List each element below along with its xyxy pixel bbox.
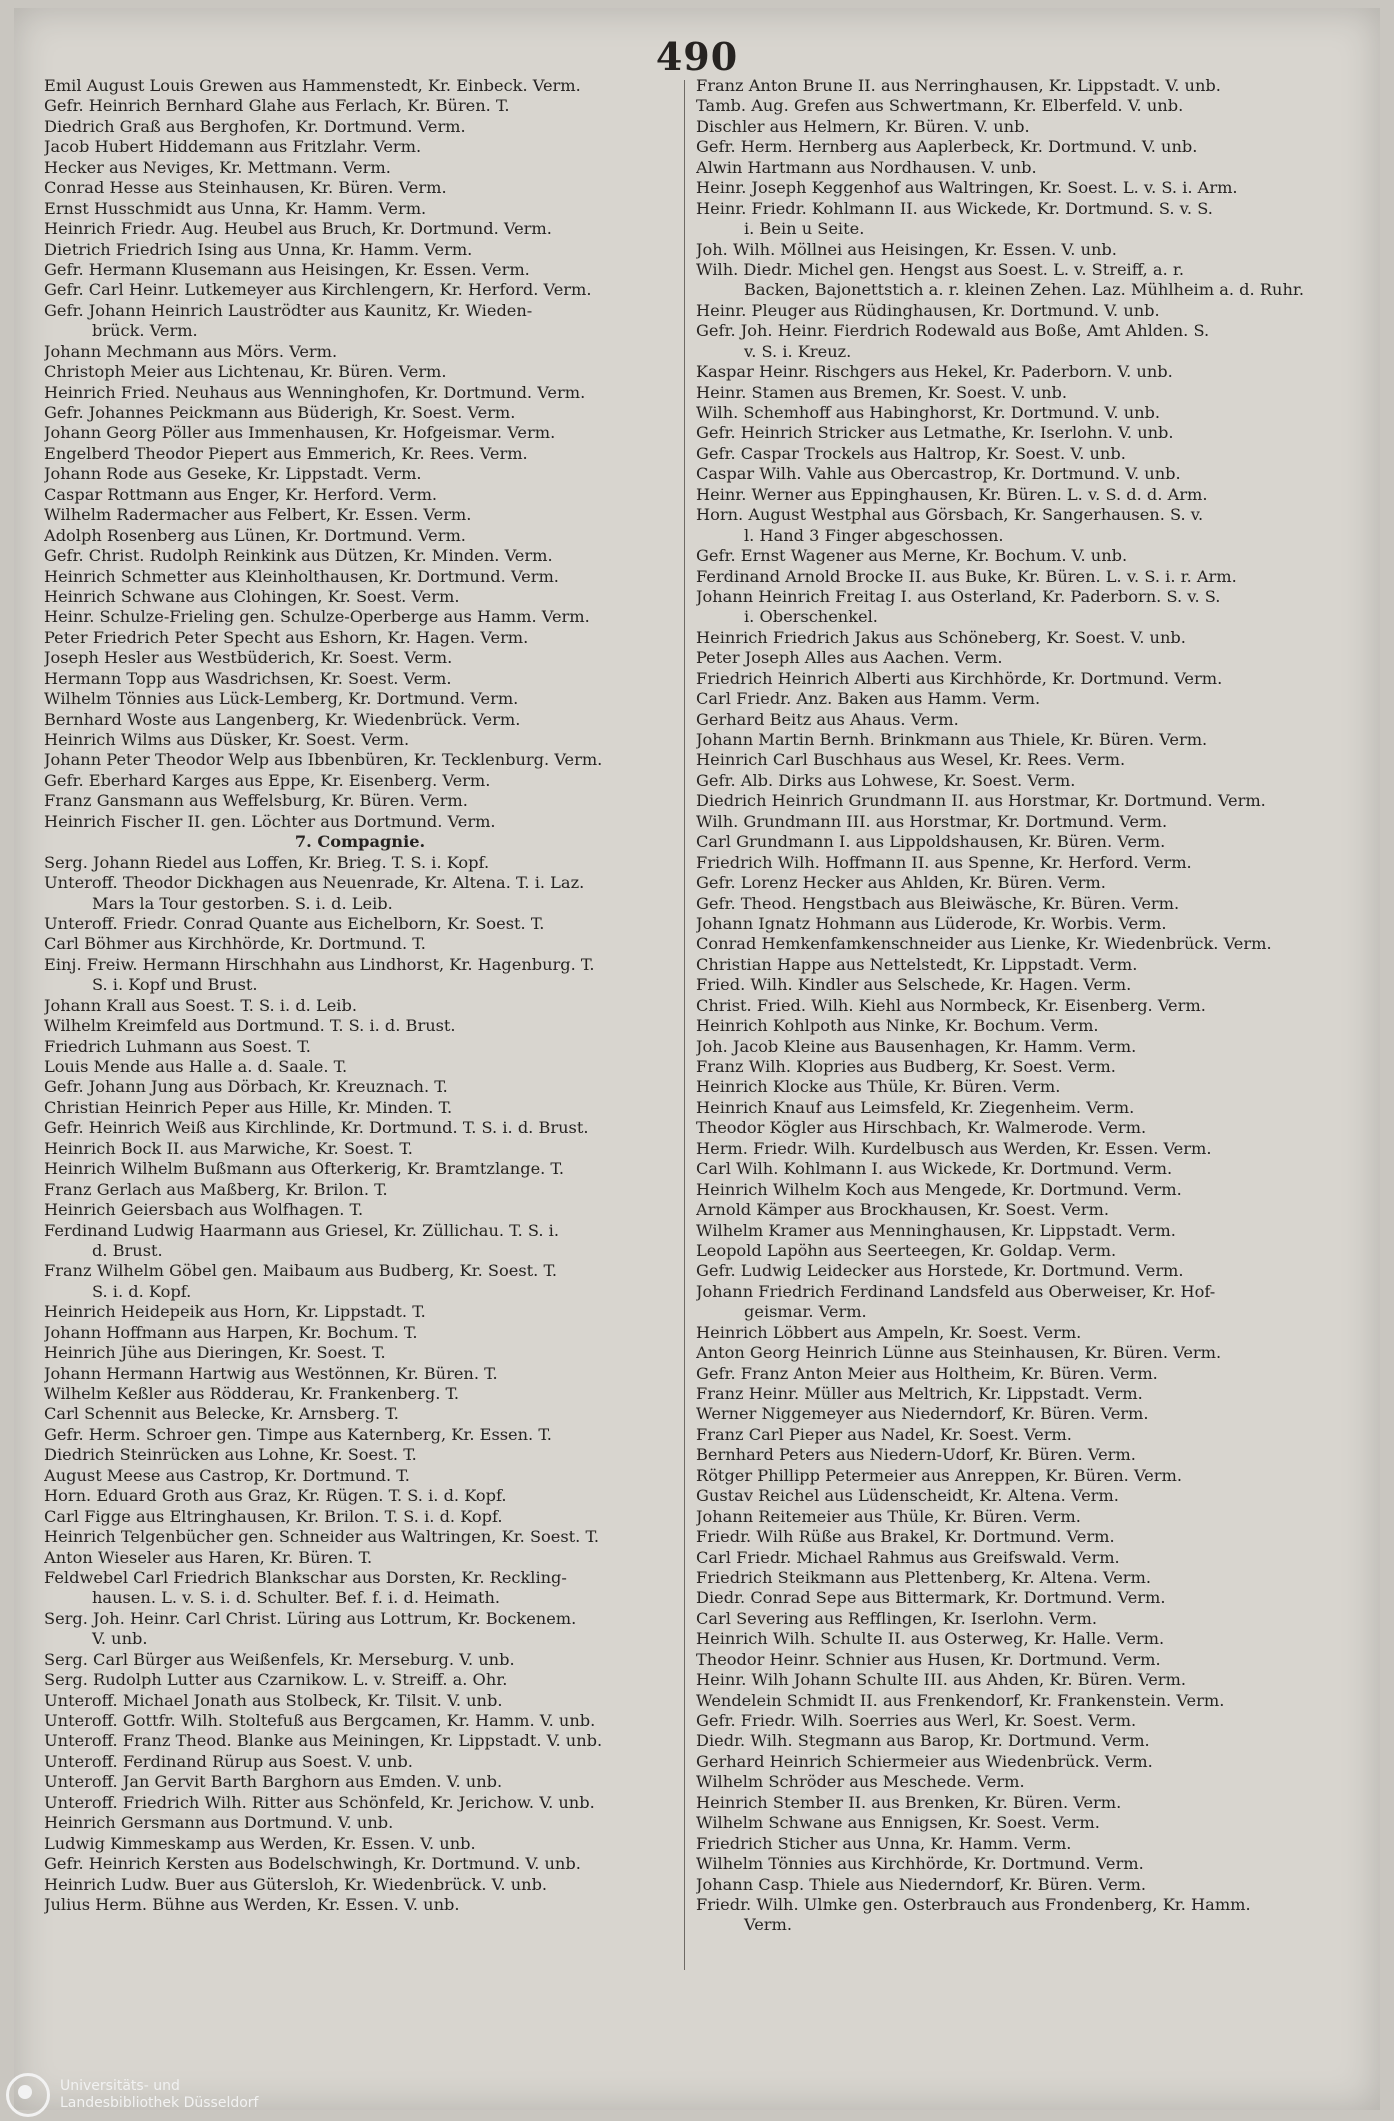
casualty-entry-line: Heinrich Löbbert aus Ampeln, Kr. Soest. Verm.	[696, 1322, 1082, 1342]
casualty-entry-line: Wilh. Diedr. Michel gen. Hengst aus Soest. L. v. Streiff, a. r.	[696, 259, 1184, 279]
casualty-entry-line: Gerhard Heinrich Schiermeier aus Wiedenbrück. Verm.	[696, 1751, 1153, 1771]
casualty-entry-line: Unteroff. Michael Jonath aus Stolbeck, Kr. Tilsit. V. unb.	[44, 1690, 503, 1710]
casualty-entry-line: Arnold Kämper aus Brockhausen, Kr. Soest. Verm.	[696, 1200, 1109, 1220]
casualty-entry-line: Leopold Lapöhn aus Seerteegen, Kr. Goldap. Verm.	[696, 1240, 1117, 1260]
casualty-entry-line: Franz Anton Brune II. aus Nerringhausen, Kr. Lippstadt. V. unb.	[696, 76, 1221, 95]
casualty-entry-line: Friedrich Luhmann aus Soest. T.	[44, 1036, 311, 1056]
casualty-entry-line: hausen. L. v. S. i. d. Schulter. Bef. f. i. d. Heimath.	[92, 1588, 501, 1608]
casualty-entry-line: Gefr. Alb. Dirks aus Lohwese, Kr. Soest. Verm.	[696, 770, 1076, 790]
casualty-entry-line: Wilhelm Radermacher aus Felbert, Kr. Essen. Verm.	[44, 505, 472, 525]
casualty-entry-line: Joh. Wilh. Möllnei aus Heisingen, Kr. Essen. V. unb.	[696, 239, 1117, 259]
casualty-entry-line: Unteroff. Ferdinand Rürup aus Soest. V. unb.	[44, 1751, 413, 1771]
casualty-entry-line: Hecker aus Neviges, Kr. Mettmann. Verm.	[44, 157, 391, 177]
library-watermark	[6, 2073, 258, 2117]
casualty-entry-line: l. Hand 3 Finger abgeschossen.	[744, 525, 1004, 545]
casualty-entry-line: Dietrich Friedrich Ising aus Unna, Kr. Hamm. Verm.	[44, 239, 473, 259]
casualty-entry-line: Adolph Rosenberg aus Lünen, Kr. Dortmund. Verm.	[44, 525, 466, 545]
casualty-entry-line: Franz Heinr. Müller aus Meltrich, Kr. Lippstadt. Verm.	[696, 1384, 1143, 1403]
casualty-entry-line: Diedrich Heinrich Grundmann II. aus Horstmar, Kr. Dortmund. Verm.	[696, 791, 1266, 811]
casualty-entry-line: Backen, Bajonettstich a. r. kleinen Zehen. Laz. Mühlheim a. d. Ruhr.	[744, 280, 1304, 300]
casualty-entry-line: Gefr. Christ. Rudolph Reinkink aus Dützen, Kr. Minden. Verm.	[44, 546, 553, 566]
casualty-entry-line: V. unb.	[92, 1629, 148, 1649]
casualty-entry-line: Carl Grundmann I. aus Lippoldshausen, Kr. Büren. Verm.	[696, 832, 1166, 852]
casualty-entry-line: S. i. Kopf und Brust.	[92, 975, 258, 995]
casualty-entry-line: Heinrich Fischer II. gen. Löchter aus Dortmund. Verm.	[44, 811, 496, 831]
casualty-entry-line: Carl Schennit aus Belecke, Kr. Arnsberg. T.	[44, 1404, 399, 1424]
casualty-entry-line: Gefr. Eberhard Karges aus Eppe, Kr. Eisenberg. Verm.	[44, 770, 491, 790]
casualty-entry-line: Wendelein Schmidt II. aus Frenkendorf, Kr. Frankenstein. Verm.	[696, 1690, 1225, 1710]
casualty-entry-line: Kaspar Heinr. Rischgers aus Hekel, Kr. Paderborn. V. unb.	[696, 362, 1173, 382]
casualty-entry-line: Julius Herm. Bühne aus Werden, Kr. Essen. V. unb.	[44, 1894, 460, 1914]
casualty-entry-line: Unteroff. Gottfr. Wilh. Stoltefuß aus Bergcamen, Kr. Hamm. V. unb.	[44, 1711, 596, 1730]
casualty-entry-line: Wilhelm Schwane aus Ennigsen, Kr. Soest. Verm.	[696, 1813, 1100, 1833]
casualty-entry-line: Heinrich Telgenbücher gen. Schneider aus Waltringen, Kr. Soest. T.	[44, 1527, 600, 1547]
casualty-entry-line: Theodor Kögler aus Hirschbach, Kr. Walmerode. Verm.	[696, 1118, 1147, 1138]
casualty-entry-line: Ernst Husschmidt aus Unna, Kr. Hamm. Verm.	[44, 198, 427, 218]
casualty-entry-line: Johann Hoffmann aus Harpen, Kr. Bochum. T.	[44, 1322, 418, 1342]
casualty-entry-line: Heinrich Schmetter aus Kleinholthausen, Kr. Dortmund. Verm.	[44, 566, 559, 586]
casualty-entry-line: Anton Georg Heinrich Lünne aus Steinhausen, Kr. Büren. Verm.	[696, 1343, 1222, 1363]
casualty-entry-line: Heinr. Friedr. Kohlmann II. aus Wickede, Kr. Dortmund. S. v. S.	[696, 198, 1213, 218]
casualty-entry-line: Horn. August Westphal aus Görsbach, Kr. Sangerhausen. S. v.	[696, 505, 1204, 525]
casualty-entry-line: Tamb. Aug. Grefen aus Schwertmann, Kr. Elberfeld. V. unb.	[696, 96, 1184, 116]
casualty-entry-line: Unteroff. Friedr. Conrad Quante aus Eichelborn, Kr. Soest. T.	[44, 913, 545, 933]
casualty-entry-line: Gefr. Heinrich Kersten aus Bodelschwingh, Kr. Dortmund. V. unb.	[44, 1854, 581, 1874]
casualty-entry-line: Gefr. Herm. Hernberg aus Aaplerbeck, Kr. Dortmund. V. unb.	[696, 137, 1198, 157]
casualty-entry-line: Heinr. Stamen aus Bremen, Kr. Soest. V. unb.	[696, 382, 1068, 402]
casualty-entry-line: i. Bein u Seite.	[744, 219, 865, 239]
casualty-entry-line: Wilh. Schemhoff aus Habinghorst, Kr. Dortmund. V. unb.	[696, 403, 1161, 422]
casualty-entry-line: Franz Wilhelm Göbel gen. Maibaum aus Budberg, Kr. Soest. T.	[44, 1261, 558, 1281]
newspaper-page	[14, 8, 1380, 2110]
casualty-entry-line: Gefr. Heinrich Bernhard Glahe aus Ferlach, Kr. Büren. T.	[44, 96, 510, 116]
casualty-entry-line: Gefr. Heinrich Stricker aus Letmathe, Kr. Iserlohn. V. unb.	[696, 423, 1174, 443]
casualty-entry-line: Heinrich Bock II. aus Marwiche, Kr. Soest. T.	[44, 1138, 413, 1158]
casualty-entry-line: Unteroff. Franz Theod. Blanke aus Meiningen, Kr. Lippstadt. V. unb.	[44, 1731, 603, 1751]
casualty-entry-line: Carl Wilh. Kohlmann I. aus Wickede, Kr. Dortmund. Verm.	[696, 1159, 1173, 1179]
casualty-entry-line: Carl Figge aus Eltringhausen, Kr. Brilon. T. S. i. d. Kopf.	[44, 1506, 503, 1526]
column-divider	[684, 80, 685, 1970]
casualty-entry-line: Gefr. Theod. Hengstbach aus Bleiwäsche, Kr. Büren. Verm.	[696, 893, 1180, 913]
casualty-entry-line: Heinr. Joseph Keggenhof aus Waltringen, Kr. Soest. L. v. S. i. Arm.	[696, 178, 1238, 198]
watermark-line-2: Landesbibliothek Düsseldorf	[60, 2095, 259, 2111]
casualty-entry-line: Christoph Meier aus Lichtenau, Kr. Büren. Verm.	[44, 362, 447, 382]
casualty-entry-line: Fried. Wilh. Kindler aus Selschede, Kr. Hagen. Verm.	[696, 975, 1132, 995]
casualty-entry-line: Ferdinand Arnold Brocke II. aus Buke, Kr. Büren. L. v. S. i. r. Arm.	[696, 566, 1237, 586]
casualty-entry-line: Heinrich Wilhelm Koch aus Mengede, Kr. Dortmund. Verm.	[696, 1179, 1182, 1199]
casualty-entry-line: Wilhelm Keßler aus Rödderau, Kr. Frankenberg. T.	[44, 1384, 460, 1403]
casualty-entry-line: Johann Georg Pöller aus Immenhausen, Kr. Hofgeismar. Verm.	[44, 423, 556, 443]
casualty-entry-line: Johann Krall aus Soest. T. S. i. d. Leib.	[44, 995, 357, 1015]
casualty-entry-line: Christian Heinrich Peper aus Hille, Kr. Minden. T.	[44, 1097, 453, 1117]
casualty-entry-line: Heinrich Gersmann aus Dortmund. V. unb.	[44, 1813, 394, 1833]
casualty-entry-line: Diedrich Steinrücken aus Lohne, Kr. Soest. T.	[44, 1445, 417, 1465]
casualty-entry-line: Gustav Reichel aus Lüdenscheidt, Kr. Altena. Verm.	[696, 1486, 1119, 1506]
casualty-entry-line: Serg. Carl Bürger aus Weißenfels, Kr. Merseburg. V. unb.	[44, 1649, 515, 1669]
casualty-entry-line: Emil August Louis Grewen aus Hammenstedt, Kr. Einbeck. Verm.	[44, 76, 581, 95]
page-number: 490	[655, 34, 739, 79]
casualty-entry-line: Johann Heinrich Freitag I. aus Osterland, Kr. Paderborn. S. v. S.	[696, 586, 1221, 606]
watermark-line-1: Universitäts- und	[60, 2078, 180, 2094]
casualty-entry-line: Gefr. Caspar Trockels aus Haltrop, Kr. Soest. V. unb.	[696, 443, 1126, 463]
casualty-entry-line: Carl Friedr. Michael Rahmus aus Greifswald. Verm.	[696, 1547, 1120, 1567]
casualty-entry-line: Caspar Rottmann aus Enger, Kr. Herford. Verm.	[44, 484, 438, 504]
casualty-entry-line: Johann Friedrich Ferdinand Landsfeld aus Oberweiser, Kr. Hof-	[696, 1281, 1216, 1301]
casualty-entry-line: Jacob Hubert Hiddemann aus Fritzlahr. Verm.	[44, 137, 422, 157]
casualty-entry-line: Caspar Wilh. Vahle aus Obercastrop, Kr. Dortmund. V. unb.	[696, 464, 1181, 484]
casualty-entry-line: Heinrich Heidepeik aus Horn, Kr. Lippstadt. T.	[44, 1302, 426, 1322]
casualty-entry-line: Heinr. Werner aus Eppinghausen, Kr. Büren. L. v. S. d. d. Arm.	[696, 484, 1208, 504]
casualty-entry-line: Unteroff. Friedrich Wilh. Ritter aus Schönfeld, Kr. Jerichow. V. unb.	[44, 1792, 595, 1812]
casualty-entry-line: Franz Carl Pieper aus Nadel, Kr. Soest. Verm.	[696, 1424, 1072, 1444]
casualty-entry-line: Gefr. Hermann Klusemann aus Heisingen, Kr. Essen. Verm.	[44, 259, 530, 279]
casualty-entry-line: Heinrich Stember II. aus Brenken, Kr. Büren. Verm.	[696, 1792, 1122, 1812]
casualty-entry-line: Engelberd Theodor Piepert aus Emmerich, Kr. Rees. Verm.	[44, 443, 528, 463]
right-column	[696, 76, 1328, 1936]
casualty-entry-line: Werner Niggemeyer aus Niederndorf, Kr. Büren. Verm.	[696, 1404, 1149, 1424]
casualty-entry-line: Heinrich Ludw. Buer aus Gütersloh, Kr. Wiedenbrück. V. unb.	[44, 1874, 548, 1894]
casualty-entry-line: Heinrich Wilms aus Düsker, Kr. Soest. Verm.	[44, 730, 410, 749]
casualty-entry-line: Wilhelm Schröder aus Meschede. Verm.	[696, 1772, 1025, 1792]
casualty-entry-line: Heinrich Friedrich Jakus aus Schöneberg, Kr. Soest. V. unb.	[696, 627, 1186, 647]
casualty-entry-line: Serg. Johann Riedel aus Loffen, Kr. Brieg. T. S. i. Kopf.	[44, 852, 490, 872]
casualty-entry-line: Einj. Freiw. Hermann Hirschhahn aus Lindhorst, Kr. Hagenburg. T.	[44, 954, 595, 974]
casualty-entry-line: Peter Friedrich Peter Specht aus Eshorn, Kr. Hagen. Verm.	[44, 627, 529, 647]
casualty-entry-line: Ferdinand Ludwig Haarmann aus Griesel, Kr. Züllichau. T. S. i.	[44, 1220, 559, 1240]
casualty-entry-line: Gerhard Beitz aus Ahaus. Verm.	[696, 709, 959, 729]
casualty-entry-line: Christian Happe aus Nettelstedt, Kr. Lippstadt. Verm.	[696, 954, 1138, 974]
casualty-entry-line: Rötger Phillipp Petermeier aus Anreppen, Kr. Büren. Verm.	[696, 1465, 1182, 1485]
casualty-entry-line: Carl Böhmer aus Kirchhörde, Kr. Dortmund. T.	[44, 934, 426, 954]
casualty-entry-line: Louis Mende aus Halle a. d. Saale. T.	[44, 1057, 348, 1076]
casualty-entry-line: Gefr. Johann Jung aus Dörbach, Kr. Kreuznach. T.	[44, 1077, 448, 1097]
casualty-entry-line: Gefr. Franz Anton Meier aus Holtheim, Kr. Büren. Verm.	[696, 1363, 1158, 1383]
casualty-entry-line: Gefr. Friedr. Wilh. Soerries aus Werl, Kr. Soest. Verm.	[696, 1711, 1137, 1730]
casualty-entry-line: Christ. Fried. Wilh. Kiehl aus Normbeck, Kr. Eisenberg. Verm.	[696, 995, 1206, 1015]
casualty-entry-line: Verm.	[744, 1915, 793, 1935]
casualty-entry-line: Heinr. Pleuger aus Rüdinghausen, Kr. Dortmund. V. unb.	[696, 300, 1160, 320]
casualty-entry-line: v. S. i. Kreuz.	[744, 341, 852, 361]
casualty-entry-line: Peter Joseph Alles aus Aachen. Verm.	[696, 648, 1003, 668]
casualty-entry-line: Friedrich Sticher aus Unna, Kr. Hamm. Verm.	[696, 1833, 1072, 1853]
casualty-entry-line: brück. Verm.	[92, 321, 198, 341]
casualty-entry-line: Gefr. Carl Heinr. Lutkemeyer aus Kirchlengern, Kr. Herford. Verm.	[44, 280, 592, 300]
casualty-entry-line: Friedr. Wilh Rüße aus Brakel, Kr. Dortmund. Verm.	[696, 1527, 1115, 1547]
casualty-entry-line: Heinrich Jühe aus Dieringen, Kr. Soest. T.	[44, 1343, 386, 1363]
casualty-entry-line: Unteroff. Theodor Dickhagen aus Neuenrade, Kr. Altena. T. i. Laz.	[44, 873, 585, 893]
casualty-entry-line: Johann Martin Bernh. Brinkmann aus Thiele, Kr. Büren. Verm.	[696, 730, 1208, 749]
casualty-entry-line: Carl Friedr. Anz. Baken aus Hamm. Verm.	[696, 689, 1041, 709]
casualty-entry-line: Alwin Hartmann aus Nordhausen. V. unb.	[696, 157, 1037, 177]
casualty-entry-line: Friedrich Wilh. Hoffmann II. aus Spenne, Kr. Herford. Verm.	[696, 852, 1192, 872]
casualty-entry-line: Johann Reitemeier aus Thüle, Kr. Büren. Verm.	[696, 1506, 1081, 1526]
casualty-entry-line: Wilhelm Kramer aus Menninghausen, Kr. Lippstadt. Verm.	[696, 1220, 1176, 1240]
casualty-entry-line: Franz Wilh. Klopries aus Budberg, Kr. Soest. Verm.	[696, 1057, 1116, 1076]
casualty-entry-line: Heinrich Geiersbach aus Wolfhagen. T.	[44, 1200, 364, 1220]
casualty-entry-line: Joseph Hesler aus Westbüderich, Kr. Soest. Verm.	[44, 648, 453, 668]
casualty-entry-line: Joh. Jacob Kleine aus Bausenhagen, Kr. Hamm. Verm.	[696, 1036, 1137, 1056]
casualty-entry-line: Wilhelm Kreimfeld aus Dortmund. T. S. i. d. Brust.	[44, 1016, 456, 1036]
casualty-entry-line: Friedrich Steikmann aus Plettenberg, Kr. Altena. Verm.	[696, 1567, 1152, 1587]
casualty-entry-line: Gefr. Ernst Wagener aus Merne, Kr. Bochum. V. unb.	[696, 546, 1128, 566]
casualty-entry-line: Ludwig Kimmeskamp aus Werden, Kr. Essen. V. unb.	[44, 1833, 476, 1853]
casualty-entry-line: Heinrich Schwane aus Clohingen, Kr. Soest. Verm.	[44, 586, 460, 606]
casualty-entry-line: Gefr. Ludwig Leidecker aus Horstede, Kr. Dortmund. Verm.	[696, 1261, 1184, 1281]
casualty-entry-line: Gefr. Lorenz Hecker aus Ahlden, Kr. Büren. Verm.	[696, 873, 1106, 893]
casualty-entry-line: Unteroff. Jan Gervit Barth Barghorn aus Emden. V. unb.	[44, 1772, 503, 1792]
casualty-entry-line: Mars la Tour gestorben. S. i. d. Leib.	[92, 893, 393, 913]
casualty-entry-line: d. Brust.	[92, 1240, 163, 1260]
casualty-entry-line: Hermann Topp aus Wasdrichsen, Kr. Soest. Verm.	[44, 668, 452, 688]
casualty-entry-line: Heinrich Kohlpoth aus Ninke, Kr. Bochum. Verm.	[696, 1016, 1099, 1036]
casualty-entry-line: Diedr. Conrad Sepe aus Bittermark, Kr. Dortmund. Verm.	[696, 1588, 1166, 1608]
casualty-entry-line: Heinrich Knauf aus Leimsfeld, Kr. Ziegenheim. Verm.	[696, 1097, 1135, 1117]
casualty-entry-line: Serg. Rudolph Lutter aus Czarnikow. L. v. Streiff. a. Ohr.	[44, 1670, 508, 1690]
casualty-entry-line: Johann Mechmann aus Mörs. Verm.	[44, 341, 338, 361]
casualty-entry-line: Theodor Heinr. Schnier aus Husen, Kr. Dortmund. Verm.	[696, 1649, 1161, 1669]
casualty-entry-line: Horn. Eduard Groth aus Graz, Kr. Rügen. T. S. i. d. Kopf.	[44, 1486, 507, 1506]
casualty-entry-line: Gefr. Joh. Heinr. Fierdrich Rodewald aus Boße, Amt Ahlden. S.	[696, 321, 1210, 341]
casualty-entry-line: Serg. Joh. Heinr. Carl Christ. Lüring aus Lottrum, Kr. Bockenem.	[44, 1608, 577, 1628]
casualty-entry-line: Friedr. Wilh. Ulmke gen. Osterbrauch aus Frondenberg, Kr. Hamm.	[696, 1894, 1251, 1914]
casualty-entry-line: Bernhard Woste aus Langenberg, Kr. Wiedenbrück. Verm.	[44, 709, 521, 729]
casualty-entry-line: Heinr. Wilh Johann Schulte III. aus Ahden, Kr. Büren. Verm.	[696, 1670, 1187, 1690]
casualty-entry-line: Heinr. Schulze-Frieling gen. Schulze-Operberge aus Hamm. Verm.	[44, 607, 590, 627]
casualty-entry-line: Conrad Hesse aus Steinhausen, Kr. Büren. Verm.	[44, 178, 447, 198]
casualty-entry-line: Heinrich Friedr. Aug. Heubel aus Bruch, Kr. Dortmund. Verm.	[44, 219, 552, 239]
casualty-entry-line: Heinrich Wilhelm Bußmann aus Ofterkerig, Kr. Bramtzlange. T.	[44, 1159, 564, 1179]
casualty-entry-line: Bernhard Peters aus Niedern-Udorf, Kr. Büren. Verm.	[696, 1445, 1136, 1465]
casualty-entry-line: Gefr. Johann Heinrich Lauströdter aus Kaunitz, Kr. Wieden-	[44, 300, 533, 320]
casualty-entry-line: Johann Ignatz Hohmann aus Lüderode, Kr. Worbis. Verm.	[696, 913, 1167, 933]
casualty-entry-line: Anton Wieseler aus Haren, Kr. Büren. T.	[44, 1547, 373, 1567]
casualty-entry-line: Herm. Friedr. Wilh. Kurdelbusch aus Werden, Kr. Essen. Verm.	[696, 1138, 1212, 1158]
casualty-entry-line: Friedrich Heinrich Alberti aus Kirchhörde, Kr. Dortmund. Verm.	[696, 668, 1223, 688]
casualty-entry-line: Johann Rode aus Geseke, Kr. Lippstadt. Verm.	[44, 464, 422, 484]
casualty-entry-line: Johann Hermann Hartwig aus Westönnen, Kr. Büren. T.	[44, 1363, 498, 1383]
casualty-entry-line: Feldwebel Carl Friedrich Blankschar aus Dorsten, Kr. Reckling-	[44, 1567, 567, 1587]
casualty-entry-line: Franz Gansmann aus Weffelsburg, Kr. Büren. Verm.	[44, 791, 468, 811]
casualty-entry-line: Wilh. Grundmann III. aus Horstmar, Kr. Dortmund. Verm.	[696, 811, 1168, 831]
casualty-entry-line: Heinrich Klocke aus Thüle, Kr. Büren. Verm.	[696, 1077, 1061, 1097]
casualty-entry-line: Diedr. Wilh. Stegmann aus Barop, Kr. Dortmund. Verm.	[696, 1731, 1150, 1751]
casualty-entry-line: Carl Severing aus Refflingen, Kr. Iserlohn. Verm.	[696, 1608, 1098, 1628]
casualty-entry-line: Heinrich Wilh. Schulte II. aus Osterweg, Kr. Halle. Verm.	[696, 1629, 1165, 1649]
left-column	[44, 76, 676, 1915]
casualty-entry-line: Franz Gerlach aus Maßberg, Kr. Brilon. T.	[44, 1179, 388, 1199]
section-heading: 7. Compagnie.	[294, 832, 426, 852]
casualty-entry-line: Heinrich Carl Buschhaus aus Wesel, Kr. Rees. Verm.	[696, 750, 1126, 770]
casualty-entry-line: August Meese aus Castrop, Kr. Dortmund. T.	[44, 1465, 410, 1485]
casualty-entry-line: Johann Casp. Thiele aus Niederndorf, Kr. Büren. Verm.	[696, 1874, 1147, 1894]
casualty-entry-line: Gefr. Johannes Peickmann aus Büderigh, Kr. Soest. Verm.	[44, 403, 516, 422]
casualty-entry-line: Dischler aus Helmern, Kr. Büren. V. unb.	[696, 116, 1030, 136]
casualty-entry-line: geismar. Verm.	[744, 1302, 867, 1322]
casualty-entry-line: i. Oberschenkel.	[744, 607, 878, 627]
library-logo-icon	[6, 2073, 50, 2117]
casualty-entry-line: Gefr. Herm. Schroer gen. Timpe aus Katernberg, Kr. Essen. T.	[44, 1424, 552, 1444]
casualty-entry-line: Diedrich Graß aus Berghofen, Kr. Dortmund. Verm.	[44, 116, 466, 136]
casualty-entry-line: Johann Peter Theodor Welp aus Ibbenbüren, Kr. Tecklenburg. Verm.	[44, 750, 603, 770]
casualty-entry-line: Heinrich Fried. Neuhaus aus Wenninghofen, Kr. Dortmund. Verm.	[44, 382, 586, 402]
casualty-entry-line: S. i. d. Kopf.	[92, 1281, 192, 1301]
casualty-entry-line: Wilhelm Tönnies aus Lück-Lemberg, Kr. Dortmund. Verm.	[44, 689, 519, 709]
casualty-entry-line: Conrad Hemkenfamkenschneider aus Lienke, Kr. Wiedenbrück. Verm.	[696, 934, 1272, 954]
casualty-entry-line: Gefr. Heinrich Weiß aus Kirchlinde, Kr. Dortmund. T. S. i. d. Brust.	[44, 1118, 589, 1138]
casualty-entry-line: Wilhelm Tönnies aus Kirchhörde, Kr. Dortmund. Verm.	[696, 1854, 1144, 1874]
